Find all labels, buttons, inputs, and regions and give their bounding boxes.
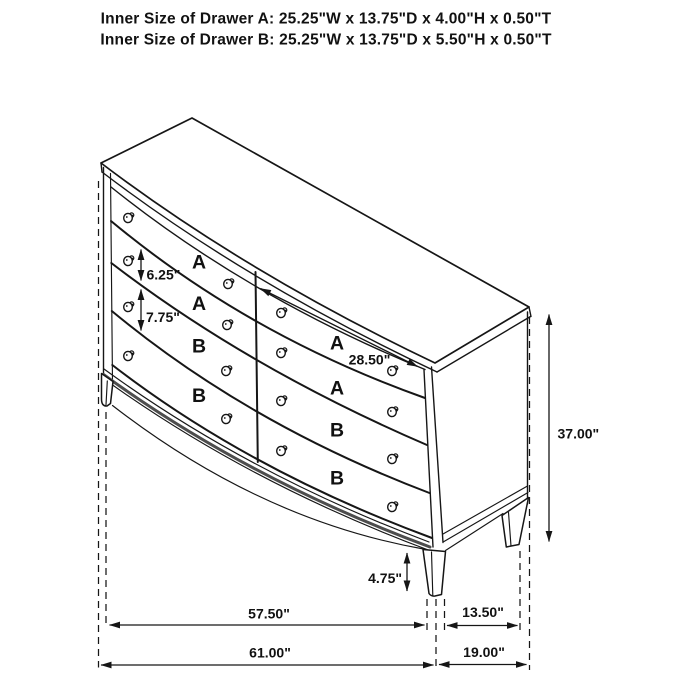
knob: [222, 366, 232, 376]
side-apron-bottom-edge: [446, 514, 504, 551]
header: [100, 11, 552, 49]
dim-text-side-depth-inner: 13.50": [462, 604, 504, 620]
knob: [222, 414, 232, 424]
dim-drawer-b-height: [141, 290, 180, 331]
dim-text-total-height: 37.00": [557, 425, 600, 442]
knob: [277, 308, 287, 318]
top-edge-corner-left: [101, 163, 102, 172]
knob: [224, 279, 234, 289]
knob: [223, 320, 233, 330]
dim-text-front-width-inner: 57.50": [248, 605, 290, 622]
knob: [388, 454, 398, 464]
dim-front-width-inner: [110, 606, 425, 626]
dim-drawer-a-height: [141, 250, 180, 283]
top-edge-corner-right: [529, 307, 531, 317]
dim-text-drawer-b: 7.75": [146, 309, 180, 325]
drawer-label-left-4: B: [191, 385, 207, 407]
drawer-label-right-1: A: [329, 332, 345, 355]
knob: [124, 256, 134, 266]
drawer-label-right-3: B: [329, 419, 345, 442]
front-right-leg: [423, 550, 446, 597]
dresser-top-surface: [101, 118, 529, 363]
drawer-row4-bottom-line: [112, 365, 432, 538]
knob: [277, 446, 287, 456]
left-stile-inner-edge: [111, 174, 113, 384]
knob: [388, 502, 398, 512]
center-divider-stile: [256, 272, 258, 462]
dim-total-height: [549, 315, 599, 542]
molding-thick-band: [104, 375, 431, 548]
dim-text-total-depth: 19.00": [463, 644, 505, 660]
corner-stile-front-edge: [424, 370, 433, 547]
dim-total-depth: [439, 644, 527, 665]
drawer-label-left-3: B: [191, 335, 207, 358]
header-line-2: Inner Size of Drawer B: 25.25"W x 13.75"D x 5.50"H x 0.50"T: [100, 31, 552, 49]
header-line-1: Inner Size of Drawer A: 25.25"W x 13.75"D x 4.00"H x 0.50"T: [100, 10, 552, 28]
drawer-label-left-1: A: [191, 251, 207, 274]
knob: [277, 348, 287, 358]
dim-text-total-width: 61.00": [249, 644, 291, 661]
dim-text-leg-height: 4.75": [368, 570, 402, 586]
drawer-label-left-2: A: [191, 293, 207, 315]
drawer-label-right-4: B: [329, 467, 345, 490]
corner-stile-side-edge: [432, 367, 444, 543]
knob: [277, 396, 287, 406]
dresser-drawing: [101, 118, 531, 596]
knob: [388, 407, 398, 417]
dim-text-drawer-a: 6.25": [146, 266, 181, 283]
dim-text-drawer-width: 28.50": [348, 351, 391, 368]
dim-total-width: [101, 645, 434, 666]
knob: [124, 351, 134, 361]
dim-leg-height: [368, 553, 407, 591]
knob: [124, 302, 134, 312]
knob: [124, 213, 134, 223]
dim-side-depth-inner: [447, 604, 518, 626]
drawer-label-right-2: A: [329, 377, 345, 400]
